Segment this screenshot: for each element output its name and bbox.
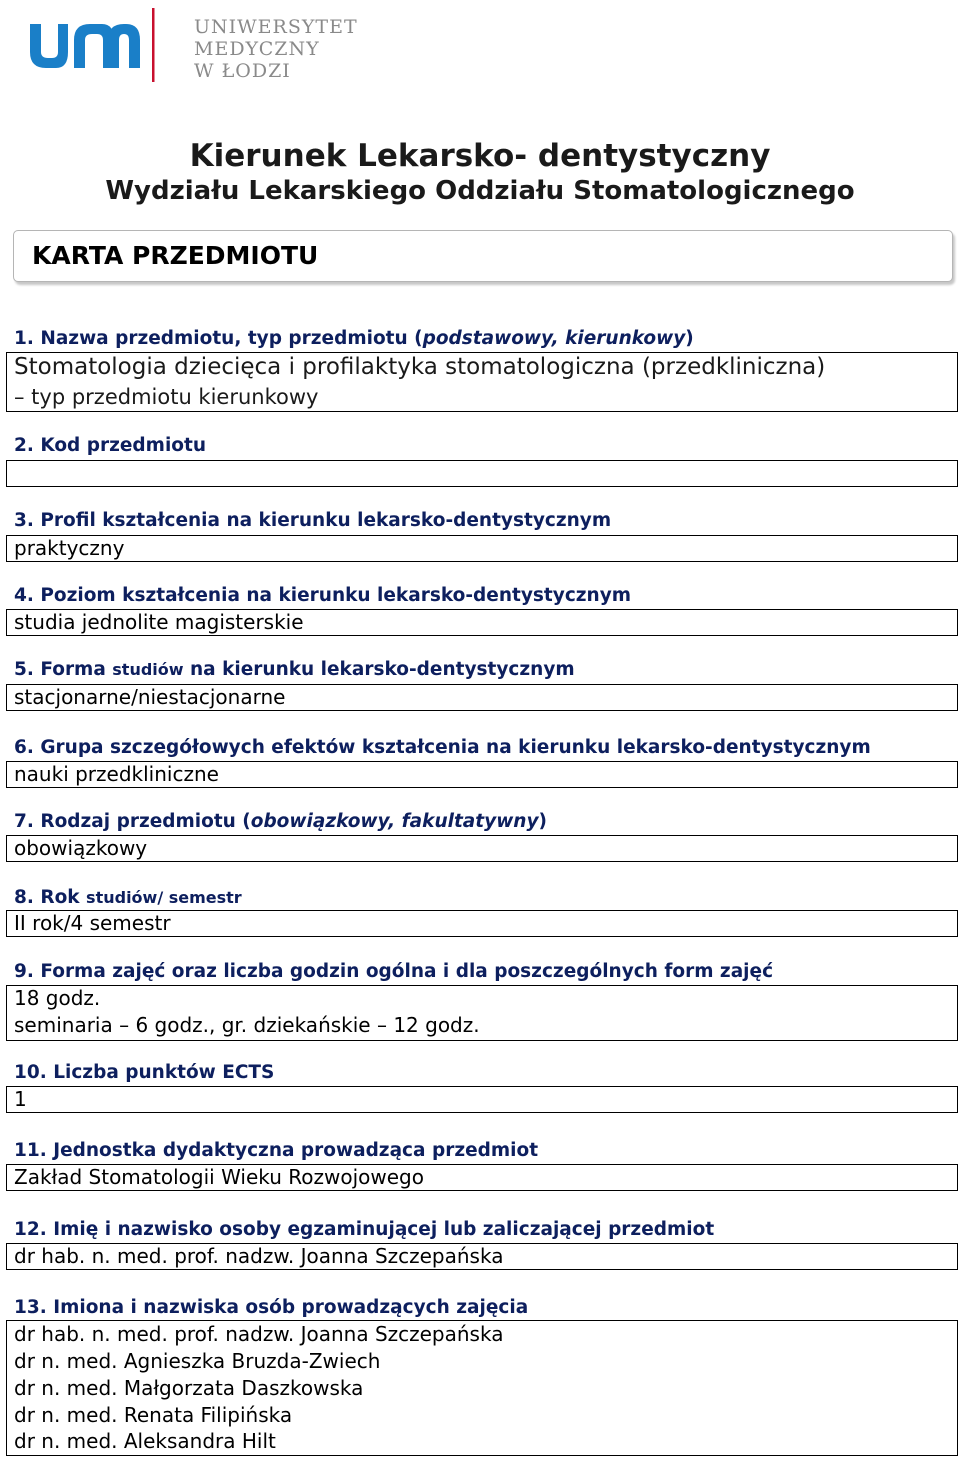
section-1-title-italic: podstawowy, kierunkowy xyxy=(422,328,686,349)
section-5-title-b: na kierunku lekarsko-dentystycznym xyxy=(183,659,575,680)
section-10-box xyxy=(6,1086,958,1113)
section-7-title xyxy=(14,811,547,832)
section-9-title: 9. Forma zajęć oraz liczba godzin ogólna i dla poszczególnych form zajęć xyxy=(14,961,774,982)
total-hours: 18 godz. xyxy=(14,986,101,1010)
section-1-title-prefix: 1. Nazwa przedmiotu, typ przedmiotu ( xyxy=(14,328,423,349)
karta-header-box xyxy=(13,230,953,282)
section-8-title xyxy=(14,887,242,908)
examiner-name: dr hab. n. med. prof. nadzw. Joanna Szczepańska xyxy=(14,1244,504,1268)
section-5-title xyxy=(14,659,575,680)
education-profile: praktyczny xyxy=(14,536,125,560)
teacher-4: dr n. med. Renata Filipińska xyxy=(14,1403,293,1427)
teaching-unit: Zakład Stomatologii Wieku Rozwojowego xyxy=(14,1165,424,1189)
teacher-2: dr n. med. Agnieszka Bruzda-Zwiech xyxy=(14,1349,381,1373)
teacher-1: dr hab. n. med. prof. nadzw. Joanna Szczepańska xyxy=(14,1322,504,1346)
section-1-title xyxy=(14,328,694,349)
subject-name: Stomatologia dziecięca i profilaktyka stomatologiczna (przedkliniczna) xyxy=(14,354,826,380)
section-2-box xyxy=(6,460,958,487)
um-logo-mark xyxy=(28,8,168,88)
section-7-title-italic: obowiązkowy, fakultatywny xyxy=(250,811,539,832)
section-7-title-suffix: ) xyxy=(538,811,547,832)
subject-kind: obowiązkowy xyxy=(14,836,148,860)
section-8-title-a: 8. Rok xyxy=(14,887,87,908)
class-forms: seminaria – 6 godz., gr. dziekańskie – 12 godz. xyxy=(14,1013,480,1037)
logo-line-2: MEDYCZNY xyxy=(194,38,320,60)
section-2-title: 2. Kod przedmiotu xyxy=(14,435,207,456)
logo-line-1: UNIWERSYTET xyxy=(194,16,358,38)
logo-line-3: W ŁODZI xyxy=(194,60,291,82)
university-logo xyxy=(28,8,358,88)
section-7-box xyxy=(6,835,958,862)
section-5-title-small: studiów xyxy=(112,660,184,679)
section-4-title: 4. Poziom kształcenia na kierunku lekarsko-dentystycznym xyxy=(14,585,632,606)
section-8-title-small: studiów/ semestr xyxy=(86,888,242,907)
page-subtitle: Wydziału Lekarskiego Oddziału Stomatologicznego xyxy=(105,176,855,206)
section-10-title: 10. Liczba punktów ECTS xyxy=(14,1062,275,1083)
learning-outcomes-group: nauki przedkliniczne xyxy=(14,762,219,786)
section-12-title: 12. Imię i nazwisko osoby egzaminującej lub zaliczającej przedmiot xyxy=(14,1219,715,1240)
section-13-title: 13. Imiona i nazwiska osób prowadzących zajęcia xyxy=(14,1297,529,1318)
section-6-title: 6. Grupa szczegółowych efektów kształcenia na kierunku lekarsko-dentystycznym xyxy=(14,737,871,758)
section-1-title-suffix: ) xyxy=(685,328,694,349)
section-11-title: 11. Jednostka dydaktyczna prowadząca przedmiot xyxy=(14,1140,539,1161)
teacher-5: dr n. med. Aleksandra Hilt xyxy=(14,1429,276,1453)
section-7-title-prefix: 7. Rodzaj przedmiotu ( xyxy=(14,811,251,832)
section-3-box xyxy=(6,535,958,562)
section-3-title: 3. Profil kształcenia na kierunku lekarsko-dentystycznym xyxy=(14,510,612,531)
study-form: stacjonarne/niestacjonarne xyxy=(14,685,286,709)
ects-points: 1 xyxy=(14,1087,27,1111)
subject-type: – typ przedmiotu kierunkowy xyxy=(14,385,319,409)
teacher-3: dr n. med. Małgorzata Daszkowska xyxy=(14,1376,364,1400)
section-5-title-a: 5. Forma xyxy=(14,659,113,680)
education-level: studia jednolite magisterskie xyxy=(14,610,304,634)
page-title: Kierunek Lekarsko- dentystyczny xyxy=(189,138,771,174)
karta-heading: KARTA PRZEDMIOTU xyxy=(32,241,319,270)
year-semester: II rok/4 semestr xyxy=(14,911,171,935)
